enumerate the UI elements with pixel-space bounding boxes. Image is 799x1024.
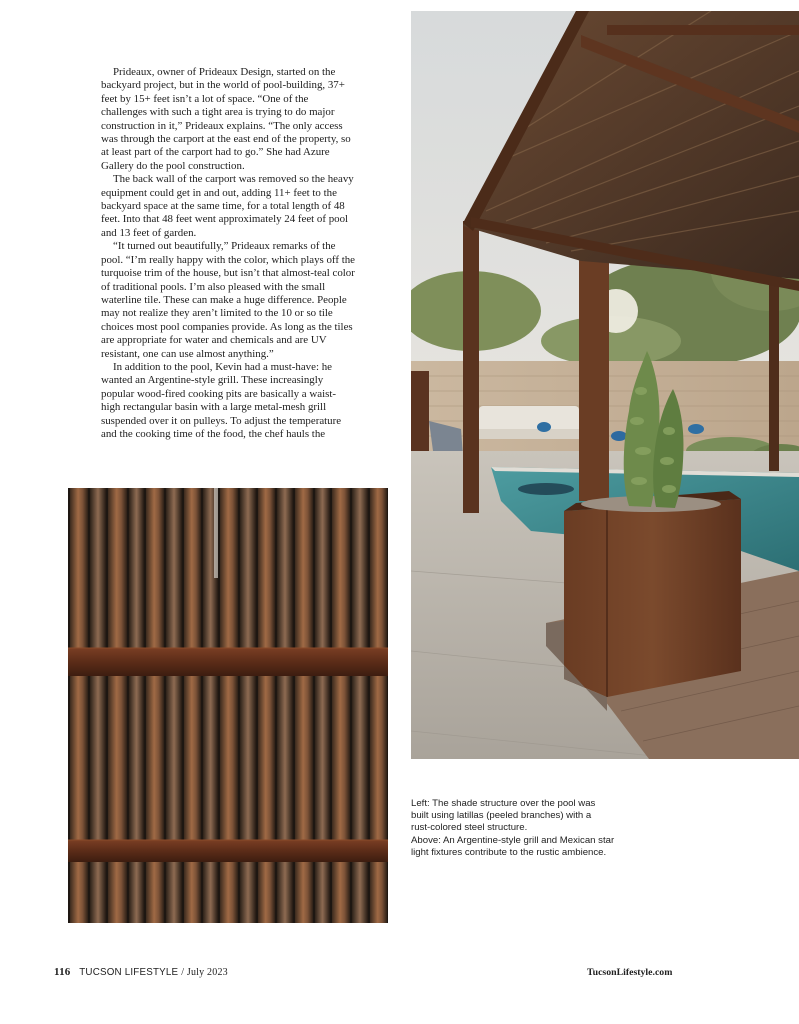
latilla-ceiling-photo [68, 488, 388, 923]
caption-line: light fixtures contribute to the rustic ambience. [411, 846, 607, 858]
article-paragraph: In addition to the pool, Kevin had a must-have: he wanted an Argentine-style grill. These increasingly popular wood-fired cooking pits are basically a waist-high rectangular basin with a large metal-mesh grill suspended over it on pulleys. To adjust the temperature and the cooking time of the food, the chef hauls the [101, 360, 342, 440]
article-paragraph: “It turned out beautifully,” Prideaux remarks of the pool. “I’m really happy with the color, which plays off the turquoise trim of the house, but isn’t that almost-teal color of traditional pools. I’m also pleased with the small waterline tile. These can make a huge difference. People may not realize they aren’t limited to the 10 or so tile choices most pool companies provide. As long as the tiles are appropriate for water and chemicals and are UV resistant, one can use almost anything.” [101, 240, 356, 360]
page-footer [54, 966, 228, 978]
website-link: TucsonLifestyle.com [587, 967, 673, 978]
caption-line: Above: An Argentine-style grill and Mexican star [411, 834, 615, 846]
caption-line: rust-colored steel structure. [411, 822, 528, 834]
magazine-name: TUCSON LIFESTYLE [79, 967, 179, 978]
article-body [101, 66, 355, 441]
caption-line: Left: The shade structure over the pool was [411, 798, 596, 809]
page-number: 116 [54, 966, 71, 978]
article-paragraph: Prideaux, owner of Prideaux Design, started on the backyard project, but in the world of pool-building, 37+ feet by 15+ feet isn’t a lot of space. “One of the challenges with such a tight area is trying to do major construction in it,” Prideaux explains. “The only access was through the carport at the east end of the property, so at least part of the carport had to go.” She had Azure Gallery do the pool construction. [101, 66, 351, 172]
photo-caption [411, 798, 631, 859]
caption-line: built using latillas (peeled branches) with a [411, 810, 592, 822]
issue-date: / July 2023 [181, 967, 228, 978]
article-paragraph: The back wall of the carport was removed so the heavy equipment could get in and out, adding 11+ feet to the backyard space at the same time, for a total length of 48 feet. Into that 48 feet went approximately 24 feet of pool and 13 feet of garden. [101, 173, 354, 239]
pool-shade-photo [411, 11, 799, 759]
